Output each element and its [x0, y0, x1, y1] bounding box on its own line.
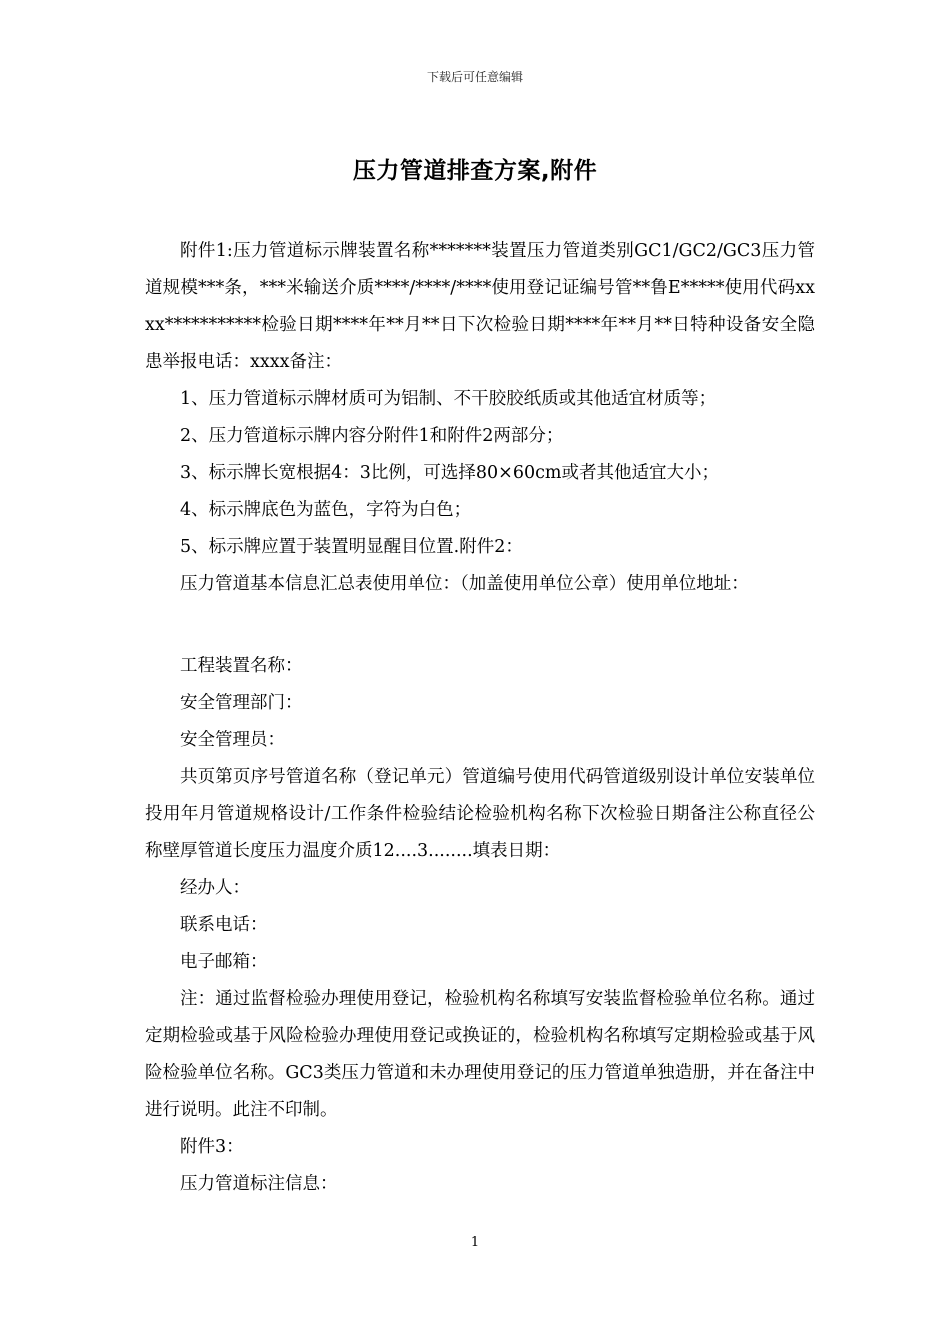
handler-label: 经办人： — [180, 878, 250, 898]
header-note: 下载后可任意编辑 — [426, 70, 523, 84]
summary-table-heading: 压力管道基本信息汇总表使用单位：（加盖使用单位公章）使用单位地址： — [180, 574, 749, 594]
attachment-3-label: 附件3： — [180, 1137, 244, 1157]
safety-department-label: 安全管理部门： — [180, 693, 303, 713]
page-number: 1 — [470, 1235, 480, 1250]
email-label: 电子邮箱： — [180, 952, 268, 972]
note-item-3: 3、标示牌长宽根据4：3比例，可选择80×60cm或者其他适宜大小； — [180, 463, 719, 483]
safety-officer-label: 安全管理员： — [180, 730, 285, 750]
document-body — [145, 233, 815, 1203]
table-columns-paragraph: 共页第页序号管道名称（登记单元）管道编号使用代码管道级别设计单位安装单位投用年月管道规格设计/工作条件检验结论检验机构名称下次检验日期备注公称直径公称壁厚管道长度压力温度介质12....3........填表日期： — [145, 767, 815, 861]
blank-line — [145, 603, 815, 648]
note-item-4: 4、标示牌底色为蓝色，字符为白色； — [180, 500, 472, 520]
note-item-1: 1、压力管道标示牌材质可为铝制、不干胶胶纸质或其他适宜材质等； — [180, 389, 717, 409]
attachment-1-paragraph: 附件1:压力管道标示牌装置名称*******装置压力管道类别GC1/GC2/GC3压力管道规模***条，***米输送介质****/****/****使用登记证编号管**鲁E*****使用代码xxxx***********检验日期****年**月**日下次检验日期****年**月**日特种设备安全隐患举报电话：xxxx备注： — [145, 241, 815, 372]
contact-phone-label: 联系电话： — [180, 915, 268, 935]
remark-paragraph: 注：通过监督检验办理使用登记，检验机构名称填写安装监督检验单位名称。通过定期检验或基于风险检验办理使用登记或换证的，检验机构名称填写定期检验或基于风险检验单位名称。GC3类压力管道和未办理使用登记的压力管道单独造册，并在备注中进行说明。此注不印制。 — [145, 989, 815, 1120]
project-device-name-label: 工程装置名称： — [180, 656, 303, 676]
note-item-2: 2、压力管道标示牌内容分附件1和附件2两部分； — [180, 426, 564, 446]
note-item-5: 5、标示牌应置于装置明显醒目位置.附件2： — [180, 537, 523, 557]
pipeline-marking-info-label: 压力管道标注信息： — [180, 1174, 338, 1194]
document-title: 压力管道排查方案,附件 — [352, 158, 598, 184]
